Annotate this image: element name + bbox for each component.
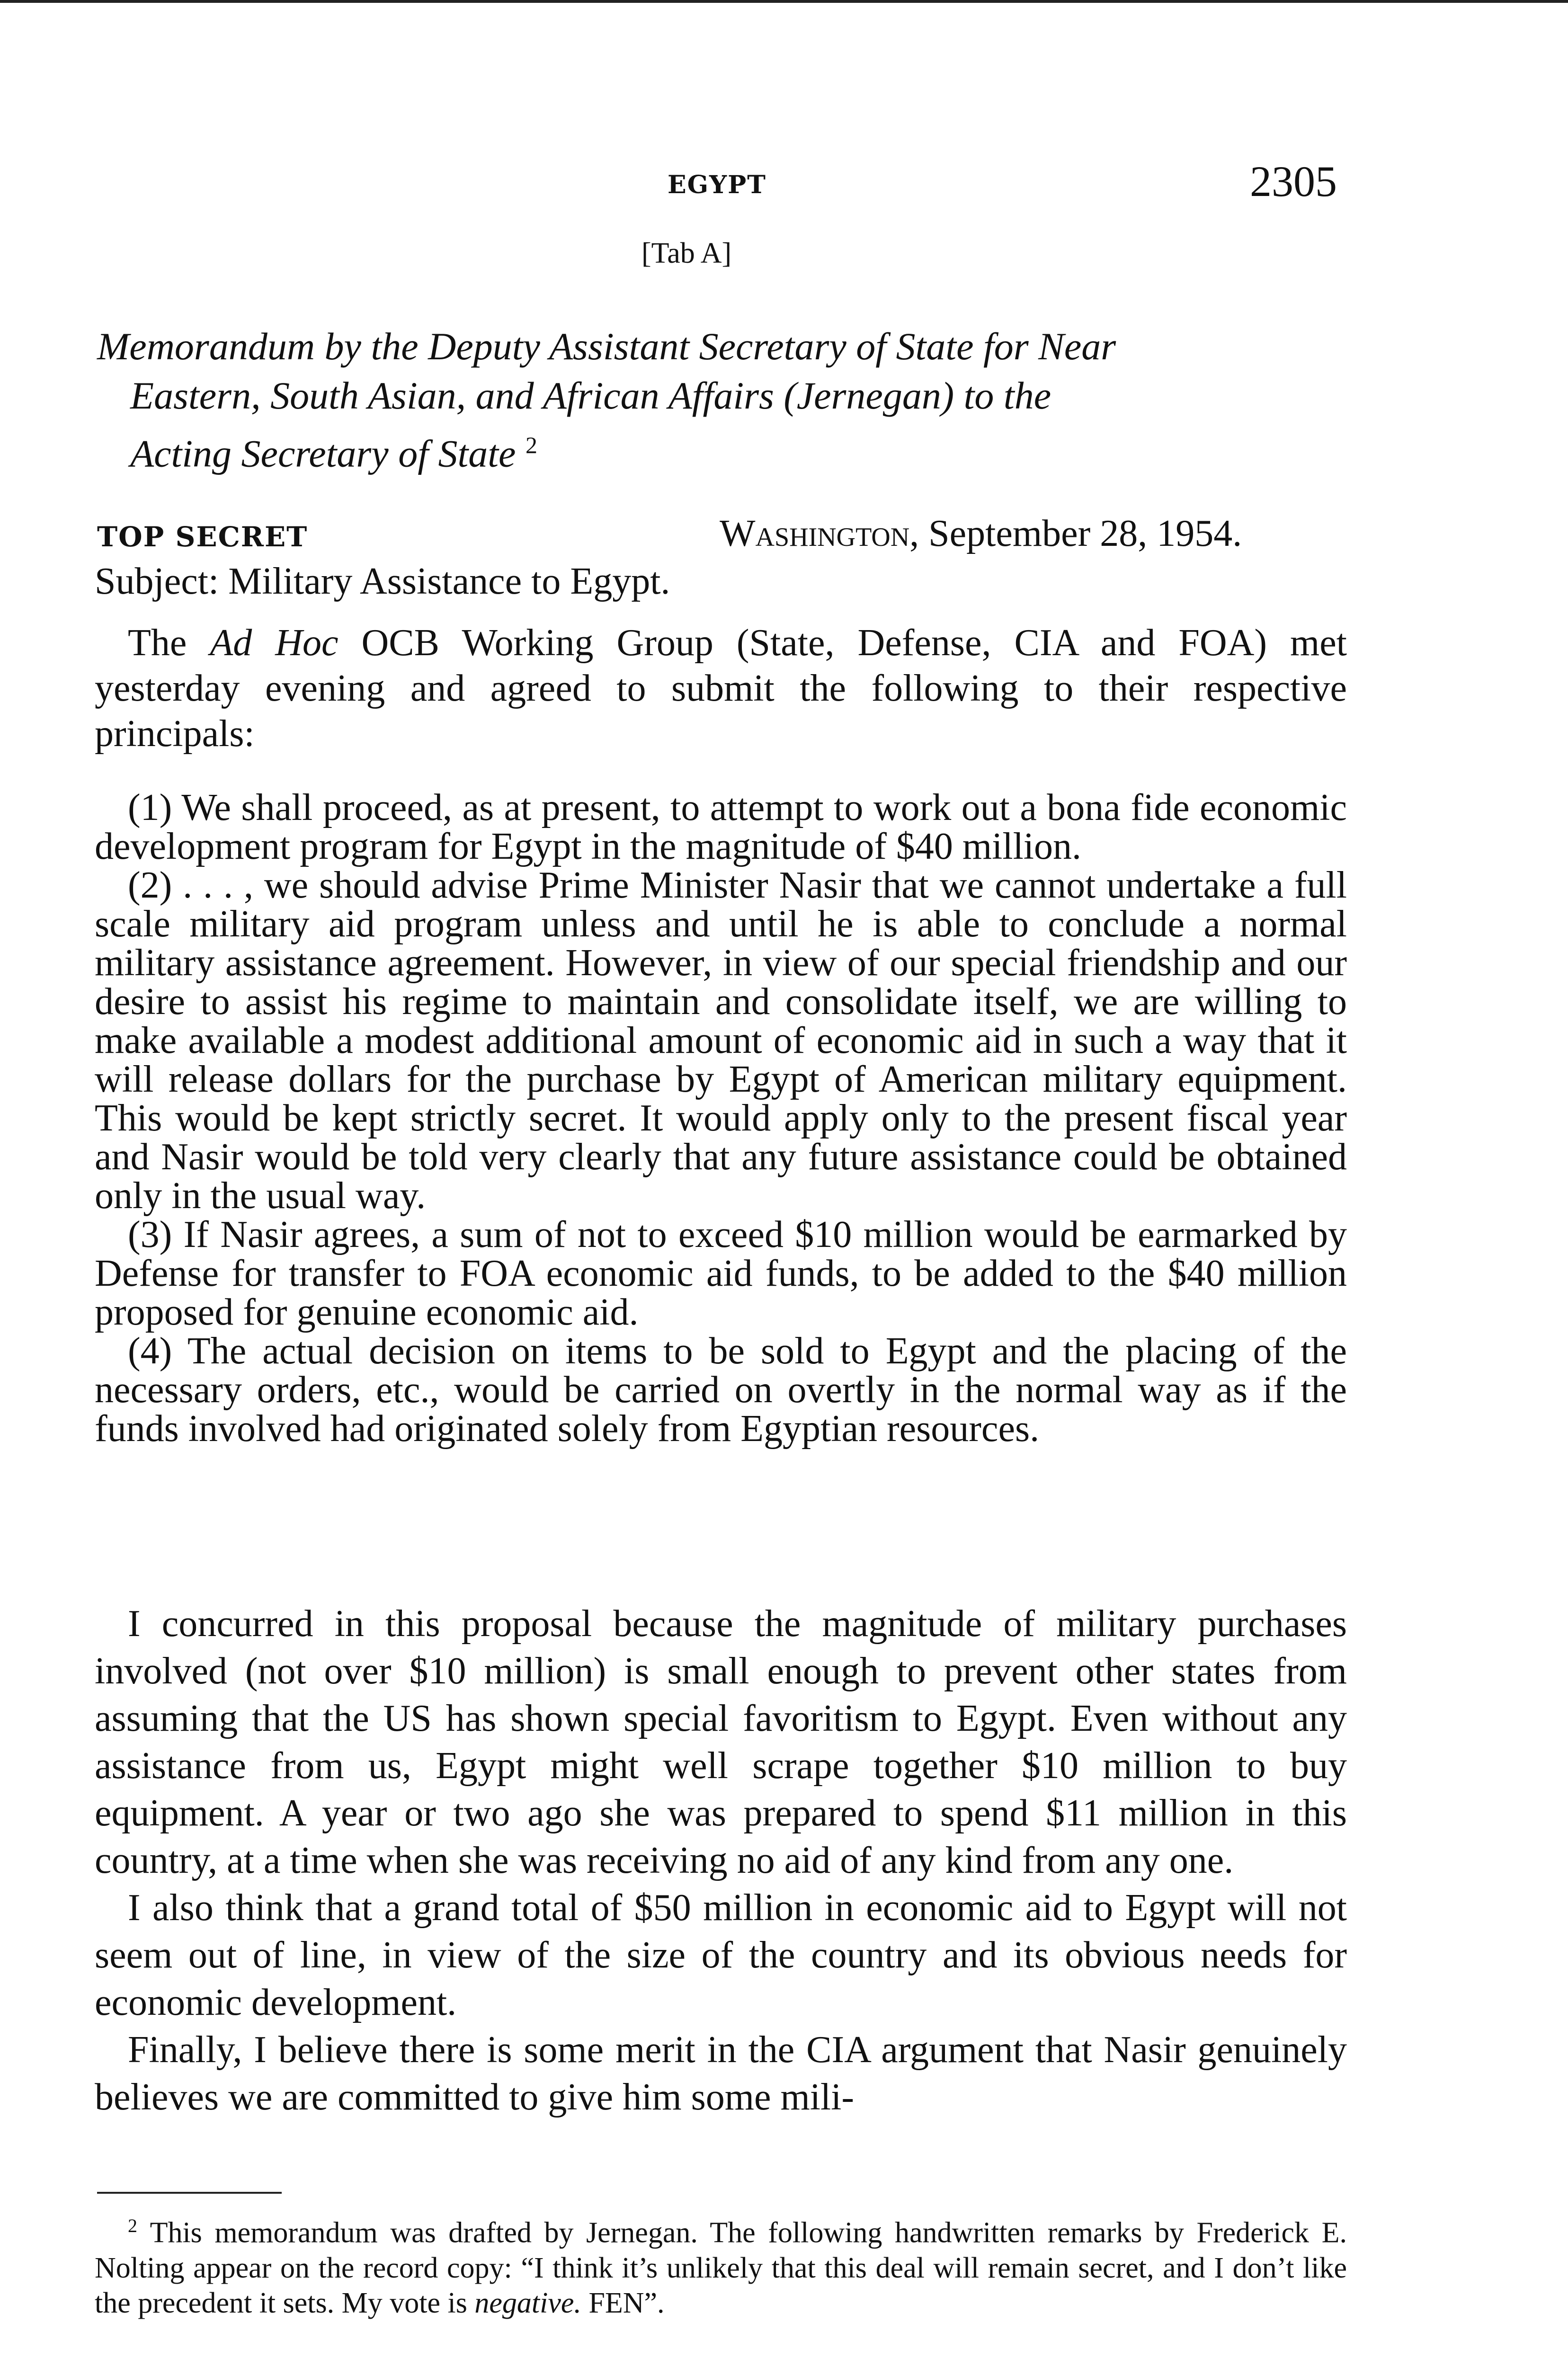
date: September 28, 1954. bbox=[928, 513, 1242, 554]
footnote-ref: 2 bbox=[525, 432, 537, 458]
footnote bbox=[95, 2208, 1347, 2321]
intro-before: The bbox=[128, 622, 210, 664]
footnote-text-after: FEN”. bbox=[581, 2287, 665, 2319]
classification-label: TOP SECRET bbox=[97, 521, 308, 553]
memo-title-line-3: Acting Secretary of State bbox=[130, 432, 516, 475]
numbered-item-4: (4) The actual decision on items to be sold to Egypt and the placing of the necessary orders, etc., would be carried on overtly in the normal way as if the funds involved had originated solely from Egyptian resources. bbox=[95, 1330, 1347, 1450]
numbered-item-2: (2) . . . , we should advise Prime Minister Nasir that we cannot undertake a full scale military aid program unless and until he is able to conclude a normal military assistance agreement. However, in view of our special friendship and our desire to assist his regime to maintain and consolidate itself, we are willing to make available a modest additional amount of economic aid in such a way that it will release dollars for the purchase by Egypt of American military equipment. This would be kept strictly secret. It would apply only to the present fiscal year and Nasir would be told very clearly that any future assistance could be obtained only in the usual way. bbox=[95, 864, 1347, 1217]
closing-paragraphs bbox=[95, 1600, 1347, 2121]
paragraph-concurred: I concurred in this proposal because the magnitude of military purchases involved (not over $10 million) is small enough to prevent other states from assuming that the US has shown special favoritism to Egypt. Even without any assistance from us, Egypt might well scrape together $10 million to buy equipment. A year or two ago she was prepared to spend $11 million in this country, at a time when she was receiving no aid of any kind from any one. bbox=[95, 1603, 1347, 1881]
memo-title bbox=[97, 322, 1347, 478]
paragraph-finally: Finally, I believe there is some merit in the CIA argument that Nasir genuinely believes we are committed to give him some mili- bbox=[95, 2029, 1347, 2118]
running-header-title: EGYPT bbox=[668, 170, 766, 199]
footnote-text-italic: negative. bbox=[474, 2287, 581, 2319]
place: Washington, bbox=[720, 513, 919, 554]
memo-title-line-1: Memorandum by the Deputy Assistant Secretary of State for Near bbox=[97, 325, 1116, 368]
memo-title-line-2: Eastern, South Asian, and African Affairs (Jernegan) to the bbox=[130, 374, 1051, 417]
subject-line: Subject: Military Assistance to Egypt. bbox=[95, 561, 670, 602]
numbered-item-1: (1) We shall proceed, as at present, to attempt to work out a bona fide economic development program for Egypt in the magnitude of $40 million. bbox=[95, 787, 1347, 867]
intro-paragraph bbox=[95, 620, 1347, 756]
footnote-text-before: This memorandum was drafted by Jernegan. The following handwritten remarks by Frederick E. Nolting appear on the record copy: “I think it’s unlikely that this deal will remain secret, and I don’t like the precedent it sets. My vote is bbox=[95, 2216, 1347, 2319]
paragraph-grand-total: I also think that a grand total of $50 million in economic aid to Egypt will not seem out of line, in view of the size of the country and its obvious needs for economic development. bbox=[95, 1887, 1347, 2023]
intro-italic: Ad Hoc bbox=[210, 622, 339, 664]
footnote-divider bbox=[97, 2192, 282, 2194]
numbered-item-3: (3) If Nasir agrees, a sum of not to exceed $10 million would be earmarked by Defense for transfer to FOA economic aid funds, to be added to the $40 million proposed for genuine economic aid. bbox=[95, 1214, 1347, 1333]
numbered-items bbox=[95, 788, 1347, 1448]
place-date bbox=[720, 512, 1242, 555]
page-number: 2305 bbox=[1250, 157, 1337, 205]
intro-after: OCB Working Group (State, Defense, CIA and FOA) met yesterday evening and agreed to submit the following to their respective principals: bbox=[95, 622, 1347, 755]
footnote-number: 2 bbox=[128, 2215, 137, 2236]
tab-label: [Tab A] bbox=[641, 237, 732, 269]
top-border-line bbox=[0, 0, 1568, 3]
